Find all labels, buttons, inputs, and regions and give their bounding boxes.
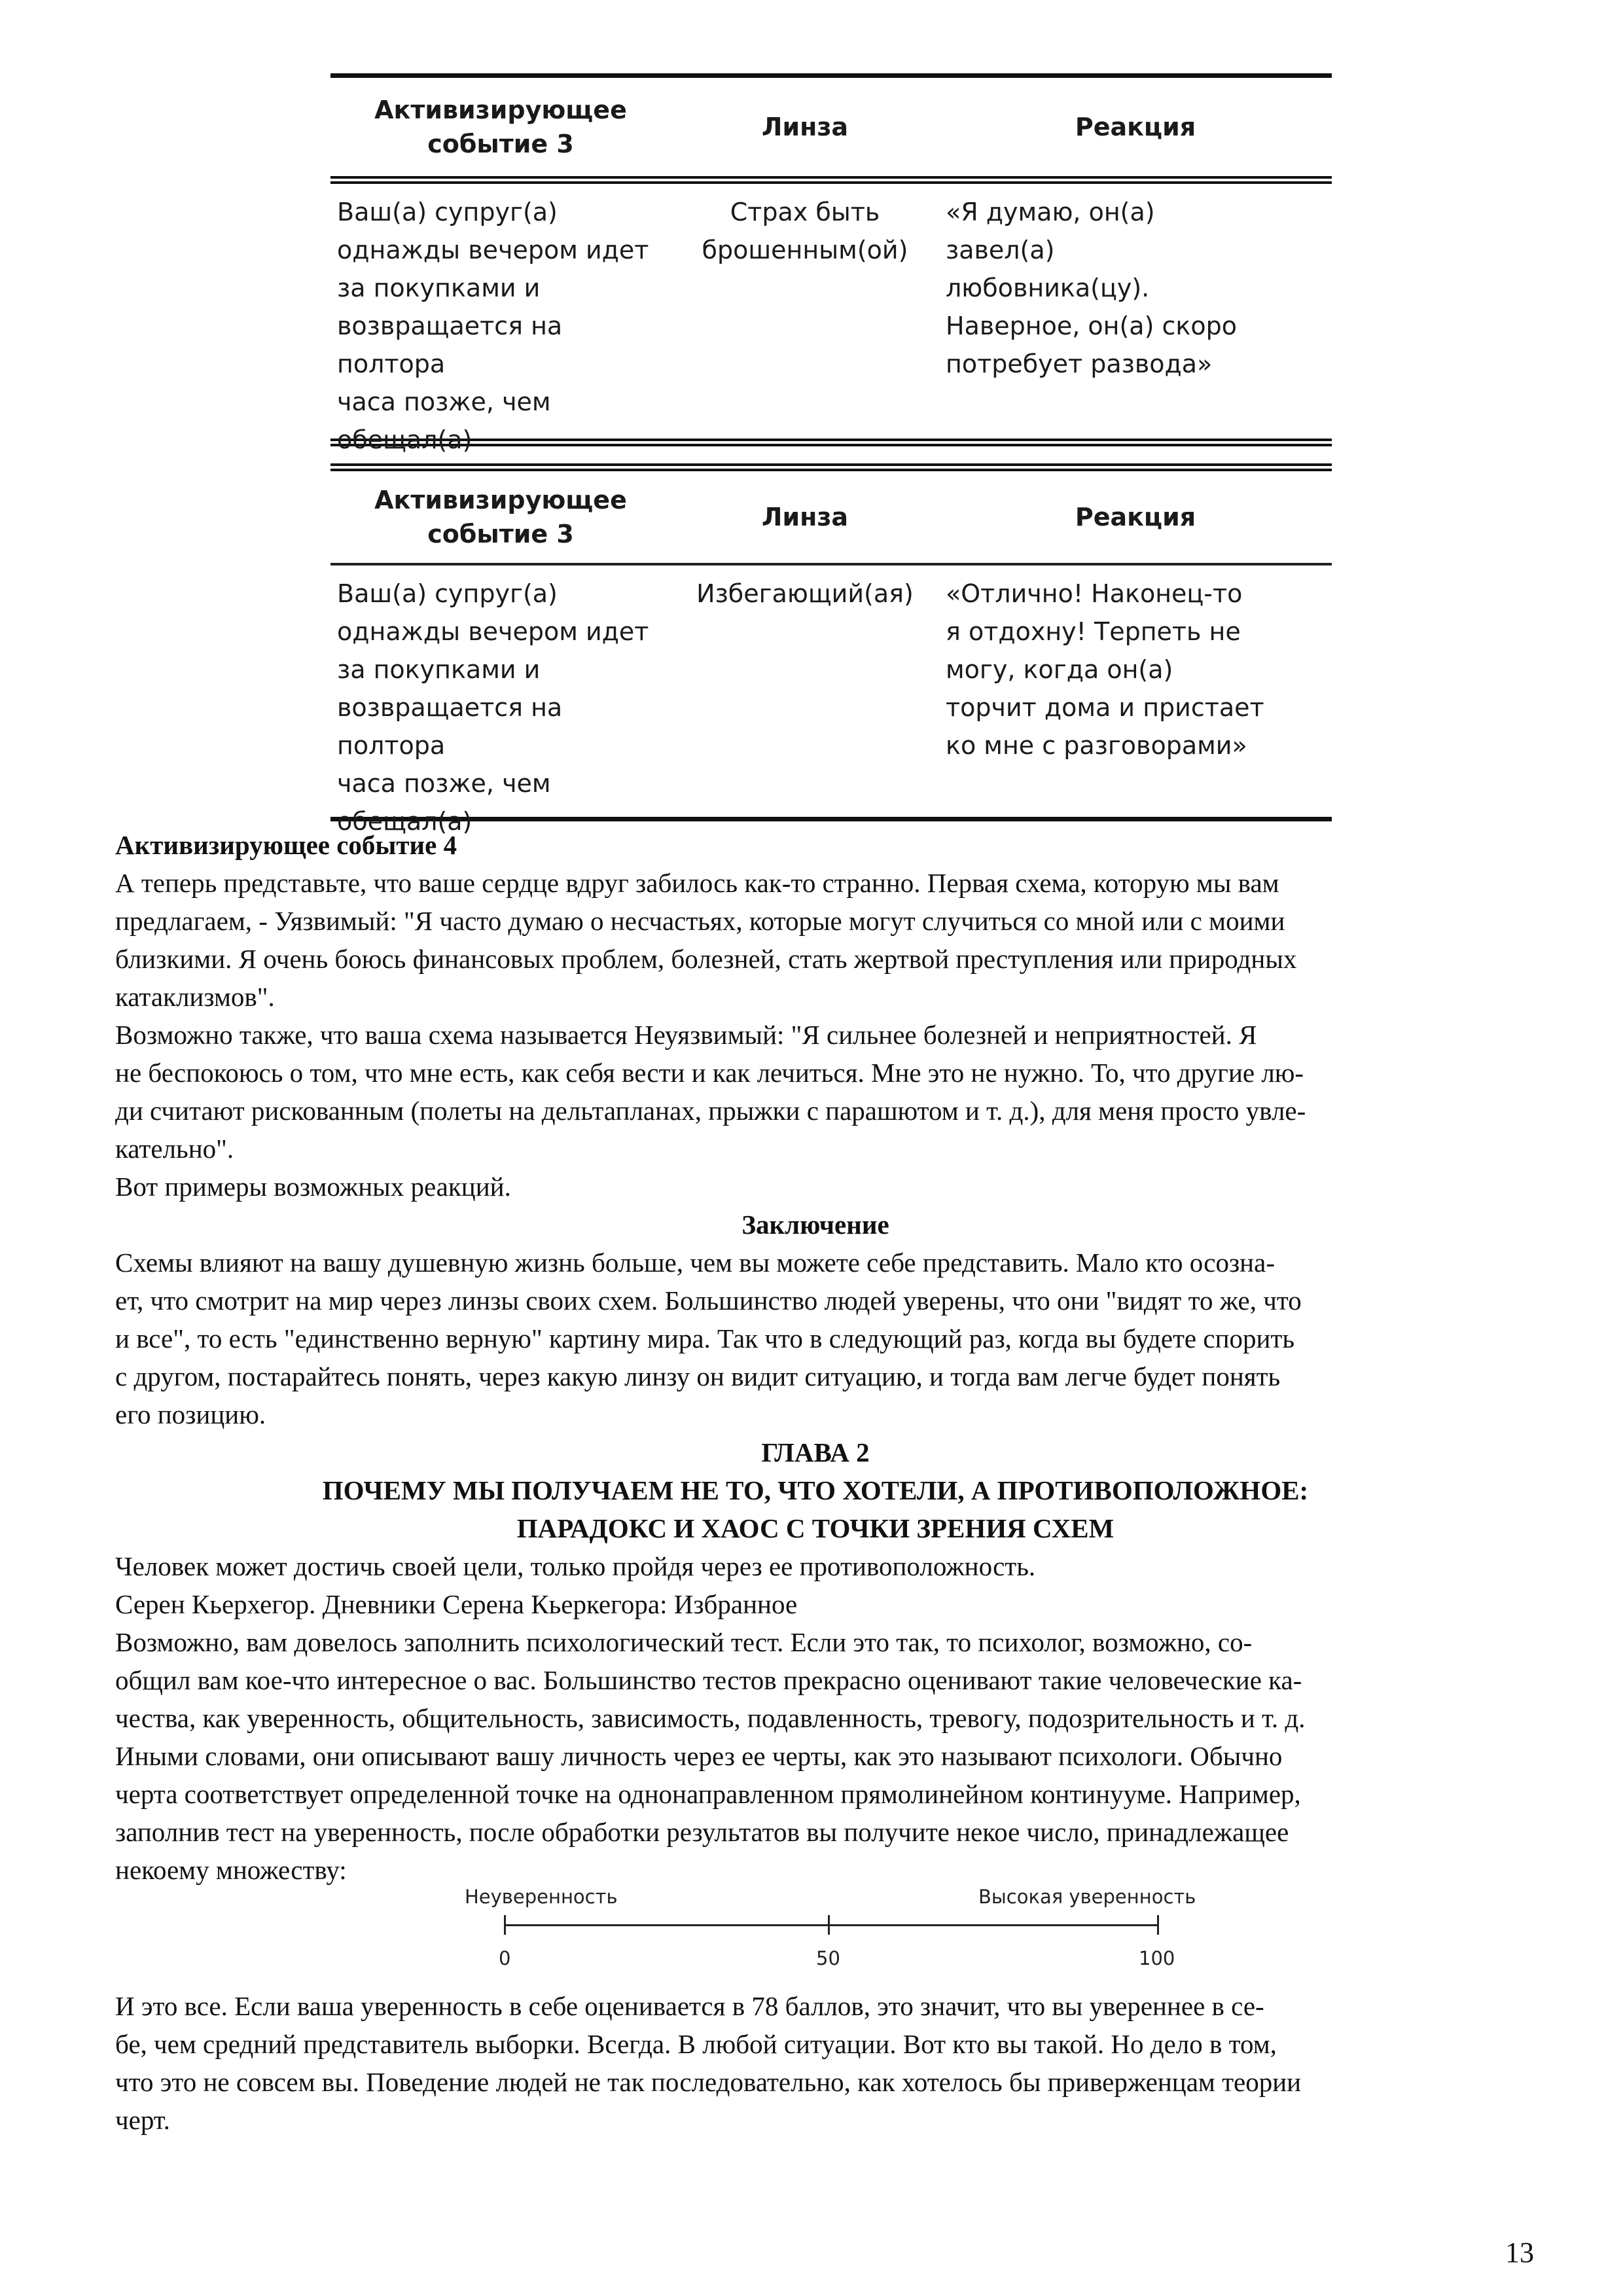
- text-line: И это все. Если ваша уверенность в себе оценивается в 78 баллов, это значит, что вы увереннее в се-: [115, 1991, 1264, 2021]
- table-bottom-rule: [330, 439, 1332, 446]
- paragraph: [115, 1623, 1516, 1889]
- text-line: его позицию.: [115, 1399, 266, 1429]
- body-text-top: [115, 826, 1516, 1889]
- scale-right-label: Высокая уверенность: [978, 1886, 1196, 1908]
- text-line: бе, чем средний представитель выборки. Всегда. В любой ситуации. Вот кто вы такой. Но дело в том,: [115, 2029, 1277, 2059]
- text-line: ди считают рискованным (полеты на дельтапланах, прыжки с парашютом и т. д.), для меня просто увле-: [115, 1096, 1306, 1126]
- text-line: заполнив тест на уверенность, после обработки результатов вы получите некое число, принадлежащее: [115, 1817, 1289, 1847]
- header-reaction: Реакция: [1075, 503, 1196, 531]
- cell-lens: Страх быть брошенным(ой): [702, 198, 908, 264]
- scale-tick-label: 0: [499, 1947, 511, 1969]
- scale-tick-label: 50: [816, 1947, 840, 1969]
- paragraph: [115, 864, 1516, 1016]
- scale-tick-label: 100: [1139, 1947, 1175, 1969]
- header-event: Активизирующее событие 3: [374, 486, 627, 548]
- chapter-title: ПОЧЕМУ МЫ ПОЛУЧАЕМ НЕ ТО, ЧТО ХОТЕЛИ, А ПРОТИВОПОЛОЖНОЕ:: [322, 1475, 1309, 1505]
- section-heading: Заключение: [741, 1210, 889, 1240]
- chapter-title: ПАРАДОКС И ХАОС С ТОЧКИ ЗРЕНИЯ СХЕМ: [516, 1513, 1115, 1543]
- text-line: Возможно, вам довелось заполнить психологический тест. Если это так, то психолог, возможно, со-: [115, 1627, 1253, 1657]
- text-line: некоему множеству:: [115, 1855, 347, 1885]
- scale-left-label: Неуверенность: [465, 1886, 618, 1908]
- header-event: Активизирующее событие 3: [374, 96, 627, 158]
- text-line: катаклизмов".: [115, 982, 275, 1012]
- section-heading: Активизирующее событие 4: [115, 830, 457, 860]
- table-row: [330, 565, 1332, 836]
- body-text-bottom: [115, 1987, 1516, 2139]
- text-line: черт.: [115, 2105, 170, 2135]
- text-line: А теперь представьте, что ваше сердце вдруг забилось как-то странно. Первая схема, которую мы вам: [115, 868, 1279, 898]
- text-line: Схемы влияют на вашу душевную жизнь больше, чем вы можете себе представить. Мало кто осозна-: [115, 1247, 1275, 1278]
- text-line: Иными словами, они описывают вашу личность через ее черты, как это называют психологи. Обычно: [115, 1741, 1283, 1771]
- paragraph: [115, 1987, 1516, 2139]
- scale-axis: [504, 1924, 1158, 1926]
- header-lens: Линза: [761, 503, 849, 531]
- table-top-rule: [330, 73, 1332, 78]
- text-line: черта соответствует определенной точке на однонаправленном прямолинейном континууме. Например,: [115, 1779, 1301, 1809]
- cell-event: Ваш(а) супруг(а) однажды вечером идет за покупками и возвращается на полтора часа позже, чем обещал(а): [337, 579, 649, 836]
- text-line: с другом, постарайтесь понять, через какую линзу он видит ситуацию, и тогда вам легче будет понять: [115, 1361, 1281, 1391]
- text-line: Возможно также, что ваша схема называется Неуязвимый: "Я сильнее болезней и неприятностей. Я: [115, 1020, 1257, 1050]
- scale-tick: [828, 1915, 830, 1935]
- page-number: 13: [1505, 2236, 1534, 2269]
- table-header: [330, 471, 1332, 563]
- text-line: что это не совсем вы. Поведение людей не так последовательно, как хотелось бы приверженцам теории: [115, 2067, 1302, 2097]
- scale-tick: [1157, 1915, 1159, 1935]
- cell-reaction: «Отлично! Наконец-то я отдохну! Терпеть не могу, когда он(а) торчит дома и пристает ко мне с разговорами»: [946, 579, 1264, 760]
- text-line: предлагаем, - Уязвимый: "Я часто думаю о несчастьях, которые могут случиться со мной или с моими: [115, 906, 1285, 936]
- table-bottom-rule: [330, 817, 1332, 821]
- text-line: не беспокоюсь о том, что мне есть, как себя вести и как лечиться. Мне это не нужно. То, что другие лю-: [115, 1058, 1304, 1088]
- text-line: Вот примеры возможных реакций.: [115, 1172, 511, 1202]
- table-header: [330, 78, 1332, 176]
- confidence-scale: [465, 1885, 1204, 1970]
- scale-tick: [504, 1915, 506, 1935]
- text-line: ет, что смотрит на мир через линзы своих схем. Большинство людей уверены, что они "видят то же, что: [115, 1285, 1302, 1316]
- epigraph-source: Серен Кьерхегор. Дневники Серена Кьеркегора: Избранное: [115, 1589, 798, 1619]
- cell-event: Ваш(а) супруг(а) однажды вечером идет за покупками и возвращается на полтора часа позже, чем обещал(а): [337, 198, 649, 454]
- paragraph: [115, 1168, 1516, 1206]
- table-header-rule: [330, 176, 1332, 184]
- text-line: общил вам кое-что интересное о вас. Большинство тестов прекрасно оценивают такие человеческие ка-: [115, 1665, 1302, 1695]
- epigraph: Человек может достичь своей цели, только пройдя через ее противоположность.: [115, 1551, 1036, 1581]
- lens-table-1: [330, 73, 1332, 454]
- table-row: [330, 184, 1332, 454]
- cell-lens: Избегающий(ая): [696, 579, 914, 608]
- header-lens: Линза: [761, 113, 849, 141]
- text-line: кательно".: [115, 1134, 234, 1164]
- cell-reaction: «Я думаю, он(а) завел(а) любовника(цу). Наверное, он(а) скоро потребует развода»: [946, 198, 1237, 378]
- chapter-label: ГЛАВА 2: [761, 1437, 870, 1467]
- table-top-rule: [330, 463, 1332, 471]
- paragraph: [115, 1244, 1516, 1433]
- paragraph: [115, 1016, 1516, 1168]
- lens-table-2: [330, 463, 1332, 836]
- text-line: близкими. Я очень боюсь финансовых проблем, болезней, стать жертвой преступления или природных: [115, 944, 1297, 974]
- text-line: и все", то есть "единственно верную" картину мира. Так что в следующий раз, когда вы будете спорить: [115, 1323, 1295, 1354]
- text-line: чества, как уверенность, общительность, зависимость, подавленность, тревогу, подозрительность и т. д.: [115, 1703, 1306, 1733]
- header-reaction: Реакция: [1075, 113, 1196, 141]
